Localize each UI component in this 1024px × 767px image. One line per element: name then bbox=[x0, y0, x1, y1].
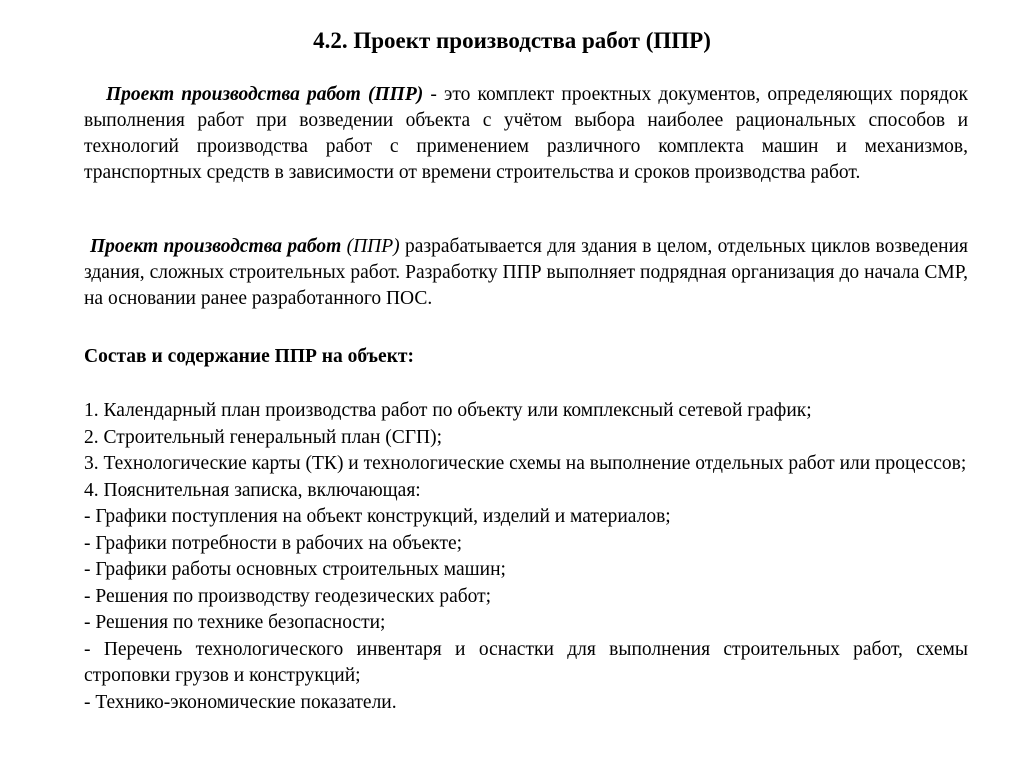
list-item: 2. Строительный генеральный план (СГП); bbox=[84, 426, 443, 448]
list-item: - Решения по производству геодезических работ; bbox=[84, 585, 492, 607]
development-paragraph bbox=[84, 234, 968, 312]
list-item: - Графики поступления на объект конструкций, изделий и материалов; bbox=[84, 506, 671, 527]
definition-paragraph bbox=[84, 82, 968, 186]
list-item: 4. Пояснительная записка, включающая: bbox=[84, 479, 421, 501]
development-term-abbr: (ППР) bbox=[341, 236, 400, 257]
definition-text: - это комплект проектных документов, определяющих порядок выполнения работ при возведении объекта с учётом выбора наиболее рациональных способов и технологий производства работ с применением различного комплекта машин и механизмов, транспортных средств в зависимости от времени строительства и сроков производства работ. bbox=[84, 84, 968, 183]
definition-term: Проект производства работ (ППР) bbox=[106, 84, 424, 105]
list-item: 3. Технологические карты (ТК) и технологические схемы на выполнение отдельных работ или процессов; bbox=[84, 453, 967, 474]
list-item: - Графики потребности в рабочих на объекте; bbox=[84, 532, 463, 554]
list-item: - Графики работы основных строительных машин; bbox=[84, 559, 506, 580]
list-item: - Технико-экономические показатели. bbox=[84, 691, 397, 713]
list-item: - Перечень технологического инвентаря и оснастки для выполнения строительных работ, схемы строповки грузов и конструкций; bbox=[84, 638, 968, 686]
slide-title: 4.2. Проект производства работ (ППР) bbox=[313, 28, 711, 53]
development-term: Проект производства работ bbox=[90, 236, 342, 257]
list-item: - Решения по технике безопасности; bbox=[84, 612, 386, 633]
composition-list bbox=[84, 398, 968, 716]
development-text: разрабатывается для здания в целом, отдельных циклов возведения здания, сложных строительных работ. Разработку ППР выполняет подрядная организация до начала СМР, на основании ранее разработанного ПОС. bbox=[84, 236, 968, 309]
list-item: 1. Календарный план производства работ по объекту или комплексный сетевой график; bbox=[84, 400, 812, 421]
composition-heading: Состав и содержание ППР на объект: bbox=[84, 346, 414, 367]
